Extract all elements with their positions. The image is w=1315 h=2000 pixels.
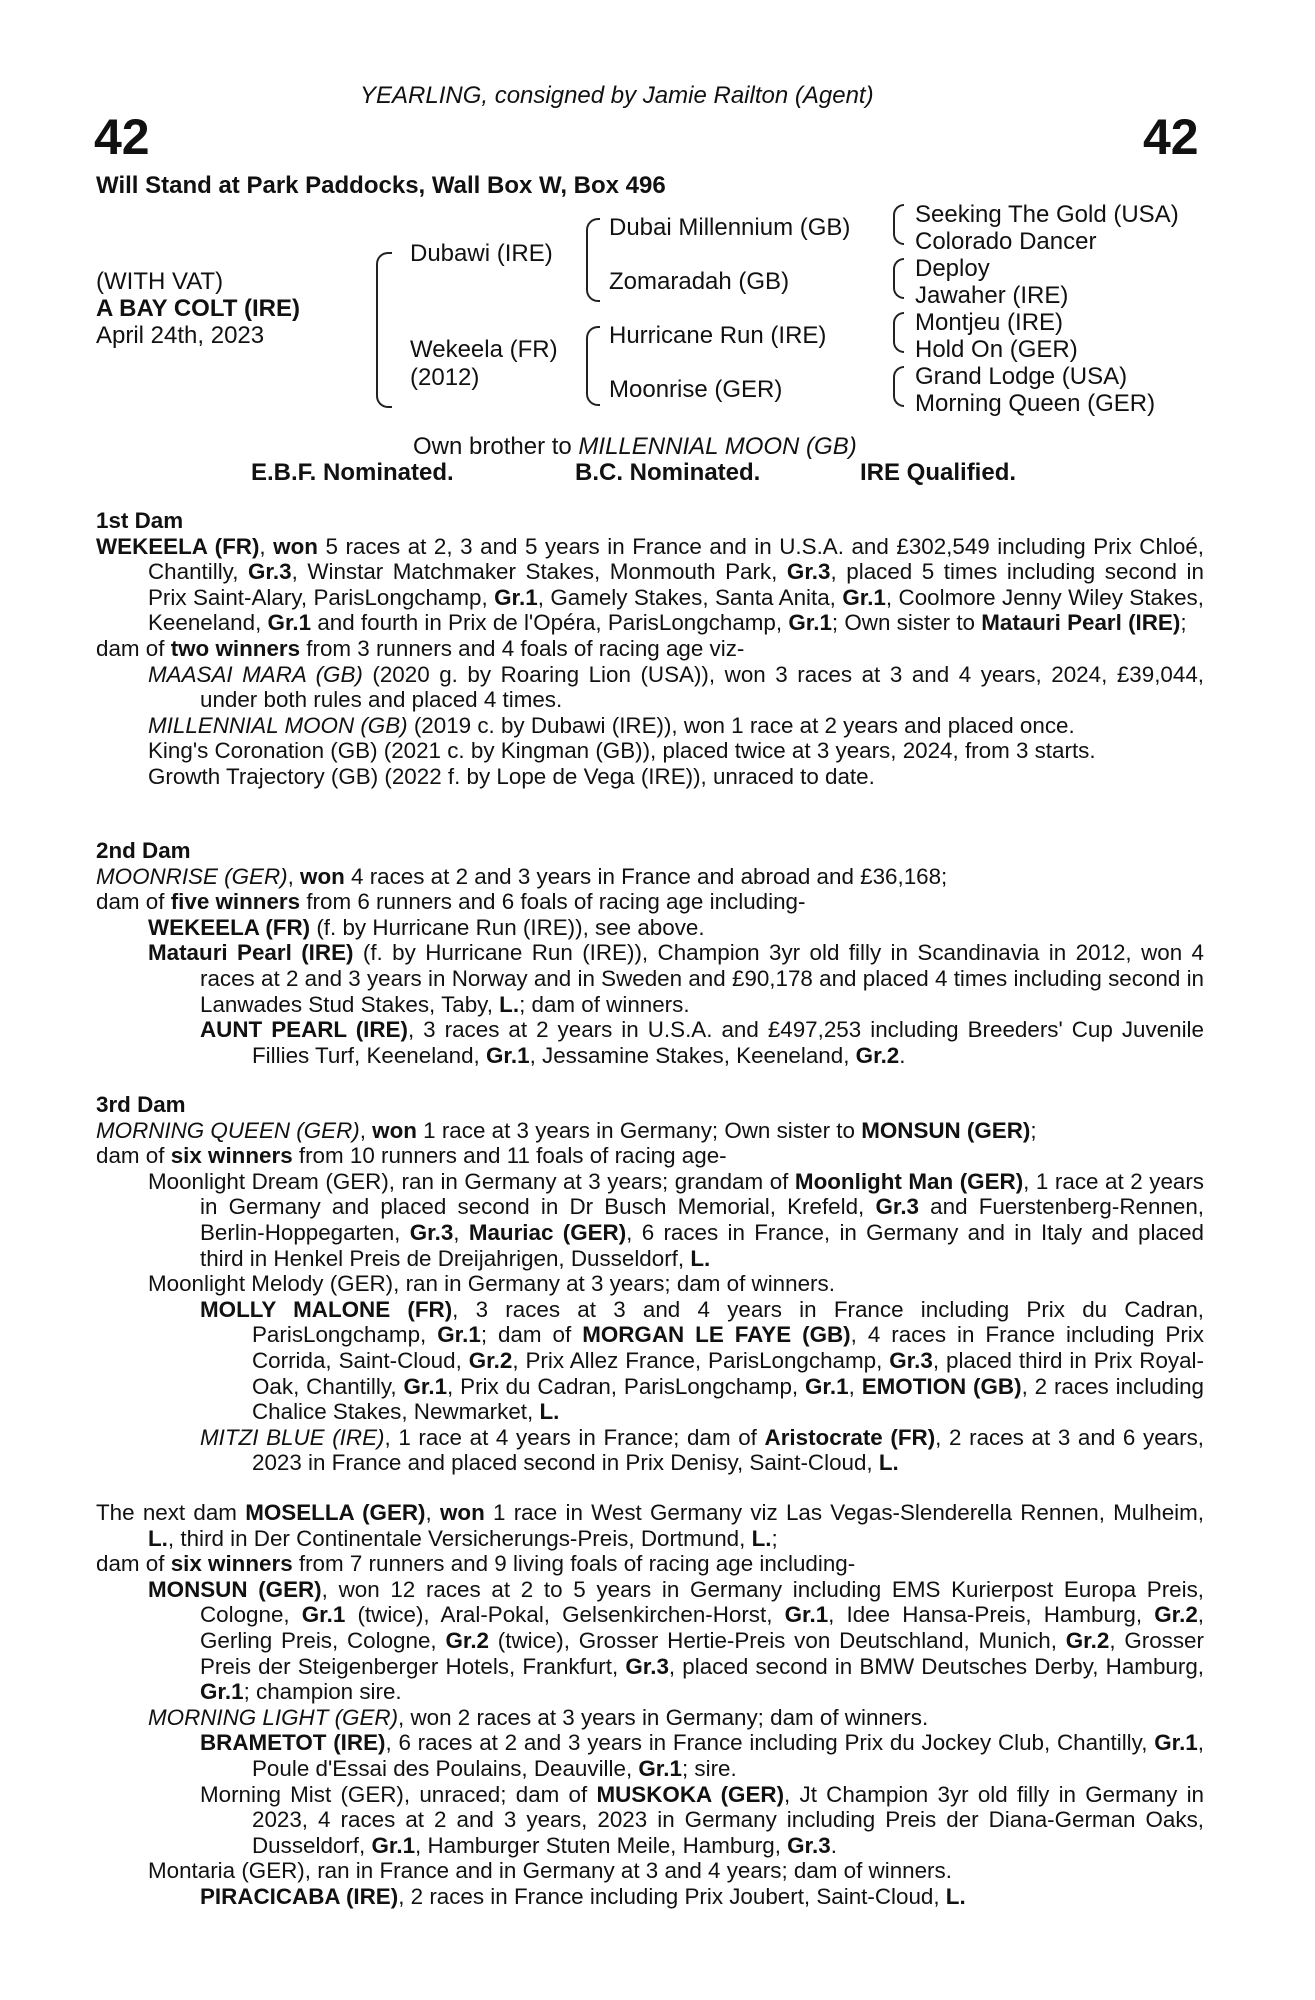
pedigree-g4: Jawaher (IRE) [915, 282, 1069, 309]
first-dam-produce-3: King's Coronation (GB) (2021 c. by Kingman (GB)), placed twice at 3 years, 2024, from 3 starts. [148, 738, 1096, 764]
second-dam-heading: 2nd Dam [96, 838, 191, 863]
next-dam-grandproduce-piracicaba: PIRACICABA (IRE), 2 races in France including Prix Joubert, Saint-Cloud, L. [200, 1883, 966, 1909]
pedigree-dam-dam: Moonrise (GER) [609, 376, 783, 403]
bc-nomination: B.C. Nominated. [575, 459, 761, 486]
first-dam-produce-4: Growth Trajectory (GB) (2022 f. by Lope de Vega (IRE)), unraced to date. [148, 763, 875, 789]
pedigree-brace-g4 [893, 366, 904, 407]
next-dam-produce-monsun: MONSUN (GER), won 12 races at 2 to 5 years in Germany including EMS Kurierpost Europa Preis, Cologne, Gr.1 (twice), Aral-Pokal, Gelsenkirchen-Horst, Gr.1, Idee Hansa-Preis, Hamburg, Gr.2, Gerling Preis, Cologne, Gr.2 (twice), Grosser Hertie-Preis von Deutschland, Munich, Gr.2, Grosser Preis der Steigenberger Hotels, Frankfurt, Gr.3, placed second in BMW Deutsches Derby, Hamburg, Gr.1; champion sire. [148, 1576, 1205, 1705]
first-dam-dam-of: dam of two winners from 3 runners and 4 foals of racing age viz- [96, 635, 745, 661]
third-dam-grandproduce-1: MOLLY MALONE (FR), 3 races at 3 and 4 years in France including Prix du Cadran, ParisLongchamp, Gr.1; dam of MORGAN LE FAYE (GB), 4 races in France including Prix Corrida, Saint-Cloud, Gr.2, Prix Allez France, ParisLongchamp, Gr.3, placed third in Prix Royal-Oak, Chantilly, Gr.1, Prix du Cadran, ParisLongchamp, Gr.1, EMOTION (GB), 2 races including Chalice Stakes, Newmarket, L. [200, 1296, 1204, 1425]
second-dam-record: MOONRISE (GER), won 4 races at 2 and 3 years in France and abroad and £36,168; [96, 863, 948, 889]
pedigree-brace-sire [586, 218, 600, 302]
second-dam-grandproduce-1: AUNT PEARL (IRE), 3 races at 2 years in U.S.A. and £497,253 including Breeders' Cup Juvenile Fillies Turf, Keeneland, Gr.1, Jessamine Stakes, Keeneland, Gr.2. [200, 1017, 1204, 1068]
next-dam-grandproduce-brametot: BRAMETOT (IRE), 6 races at 2 and 3 years in France including Prix du Jockey Club, Chantilly, Gr.1, Poule d'Essai des Poulains, Deauville, Gr.1; sire. [200, 1730, 1204, 1781]
pedigree-brace-dam [586, 326, 600, 406]
next-dam-section [96, 1500, 1204, 1910]
second-dam-dam-of: dam of five winners from 6 runners and 6 foals of racing age including- [96, 889, 806, 915]
second-dam-section [96, 838, 1204, 1068]
second-dam-produce-2: Matauri Pearl (IRE) (f. by Hurricane Run (IRE)), Champion 3yr old filly in Scandinavia in 2012, won 4 races at 2 and 3 years in Norway and in Sweden and £90,178 and placed 4 times including second in Lanwades Stud Stakes, Taby, L.; dam of winners. [148, 940, 1205, 1017]
pedigree-brace-g2 [893, 258, 904, 299]
third-dam-produce-2: Moonlight Melody (GER), ran in Germany at 3 years; dam of winners. [148, 1271, 835, 1297]
lot-number-left: 42 [94, 109, 150, 165]
ire-qualified: IRE Qualified. [860, 459, 1017, 486]
pedigree-brace-main [376, 252, 392, 408]
vat-note: (WITH VAT) [96, 268, 224, 295]
pedigree-g1: Seeking The Gold (USA) [915, 201, 1179, 228]
stand-location: Will Stand at Park Paddocks, Wall Box W, Box 496 [96, 172, 666, 199]
pedigree-dam-sire: Hurricane Run (IRE) [609, 322, 827, 349]
pedigree-dam: Wekeela (FR) [410, 336, 558, 363]
first-dam-produce-1: MAASAI MARA (GB) (2020 g. by Roaring Lion (USA)), won 3 races at 3 and 4 years, 2024, £39,044, under both rules and placed 4 times. [148, 661, 1204, 713]
next-dam-record: The next dam MOSELLA (GER), won 1 race in West Germany viz Las Vegas-Slenderella Rennen, Mulheim, L., third in Der Continentale Versicherungs-Preis, Dortmund, L.; [96, 1500, 1204, 1551]
own-brother-line: Own brother to MILLENNIAL MOON (GB) [413, 433, 857, 460]
pedigree-sire-dam: Zomaradah (GB) [609, 268, 790, 295]
pedigree-g3: Deploy [915, 255, 990, 282]
ebf-nomination: E.B.F. Nominated. [251, 459, 454, 486]
second-dam-produce-1: WEKEELA (FR) (f. by Hurricane Run (IRE)), see above. [148, 914, 705, 940]
next-dam-produce-morning-light: MORNING LIGHT (GER), won 2 races at 3 years in Germany; dam of winners. [148, 1704, 929, 1730]
third-dam-section [96, 1092, 1204, 1476]
pedigree-g8: Morning Queen (GER) [915, 390, 1156, 417]
pedigree-g7: Grand Lodge (USA) [915, 363, 1128, 390]
next-dam-dam-of: dam of six winners from 7 runners and 9 living foals of racing age including- [96, 1551, 856, 1577]
pedigree-g6: Hold On (GER) [915, 336, 1078, 363]
third-dam-grandproduce-2: MITZI BLUE (IRE), 1 race at 4 years in France; dam of Aristocrate (FR), 2 races at 3 and 6 years, 2023 in France and placed second in Prix Denisy, Saint-Cloud, L. [200, 1424, 1204, 1476]
lot-number-right: 42 [1143, 109, 1199, 165]
pedigree-brace-g3 [893, 312, 904, 353]
third-dam-heading: 3rd Dam [96, 1092, 186, 1117]
consignment-line: YEARLING, consigned by Jamie Railton (Agent) [360, 82, 874, 109]
pedigree-brace-g1 [893, 204, 904, 245]
pedigree-sire: Dubawi (IRE) [410, 240, 553, 267]
first-dam-heading: 1st Dam [96, 508, 184, 533]
lot-title: A BAY COLT (IRE) [96, 295, 301, 322]
foaling-date: April 24th, 2023 [96, 322, 265, 349]
pedigree-dam-year: (2012) [410, 364, 480, 391]
first-dam-record: WEKEELA (FR), won 5 races at 2, 3 and 5 years in France and in U.S.A. and £302,549 including Prix Chloé, Chantilly, Gr.3, Winstar Matchmaker Stakes, Monmouth Park, Gr.3, placed 5 times including second in Prix Saint-Alary, ParisLongchamp, Gr.1, Gamely Stakes, Santa Anita, Gr.1, Coolmore Jenny Wiley Stakes, Keeneland, Gr.1 and fourth in Prix de l'Opéra, ParisLongchamp, Gr.1; Own sister to Matauri Pearl (IRE); [96, 533, 1204, 636]
pedigree-g5: Montjeu (IRE) [915, 309, 1064, 336]
third-dam-dam-of: dam of six winners from 10 runners and 11 foals of racing age- [96, 1143, 727, 1169]
pedigree-g2: Colorado Dancer [915, 228, 1097, 255]
third-dam-produce-1: Moonlight Dream (GER), ran in Germany at 3 years; grandam of Moonlight Man (GER), 1 race at 2 years in Germany and placed second in Dr Busch Memorial, Krefeld, Gr.3 and Fuerstenberg-Rennen, Berlin-Hoppegarten, Gr.3, Mauriac (GER), 6 races in France, in Germany and in Italy and placed third in Henkel Preis de Dreijahrigen, Dusseldorf, L. [148, 1168, 1205, 1271]
first-dam-section [96, 508, 1204, 790]
next-dam-grandproduce-morning-mist: Morning Mist (GER), unraced; dam of MUSKOKA (GER), Jt Champion 3yr old filly in Germany in 2023, 4 races at 2 and 3 years, 2023 in Germany including Preis der Diana-German Oaks, Dusseldorf, Gr.1, Hamburger Stuten Meile, Hamburg, Gr.3. [200, 1781, 1205, 1858]
pedigree-sire-sire: Dubai Millennium (GB) [609, 214, 851, 241]
third-dam-record: MORNING QUEEN (GER), won 1 race at 3 years in Germany; Own sister to MONSUN (GER); [96, 1117, 1037, 1143]
next-dam-produce-montaria: Montaria (GER), ran in France and in Germany at 3 and 4 years; dam of winners. [148, 1858, 952, 1884]
first-dam-produce-2: MILLENNIAL MOON (GB) (2019 c. by Dubawi (IRE)), won 1 race at 2 years and placed once. [148, 712, 1075, 738]
